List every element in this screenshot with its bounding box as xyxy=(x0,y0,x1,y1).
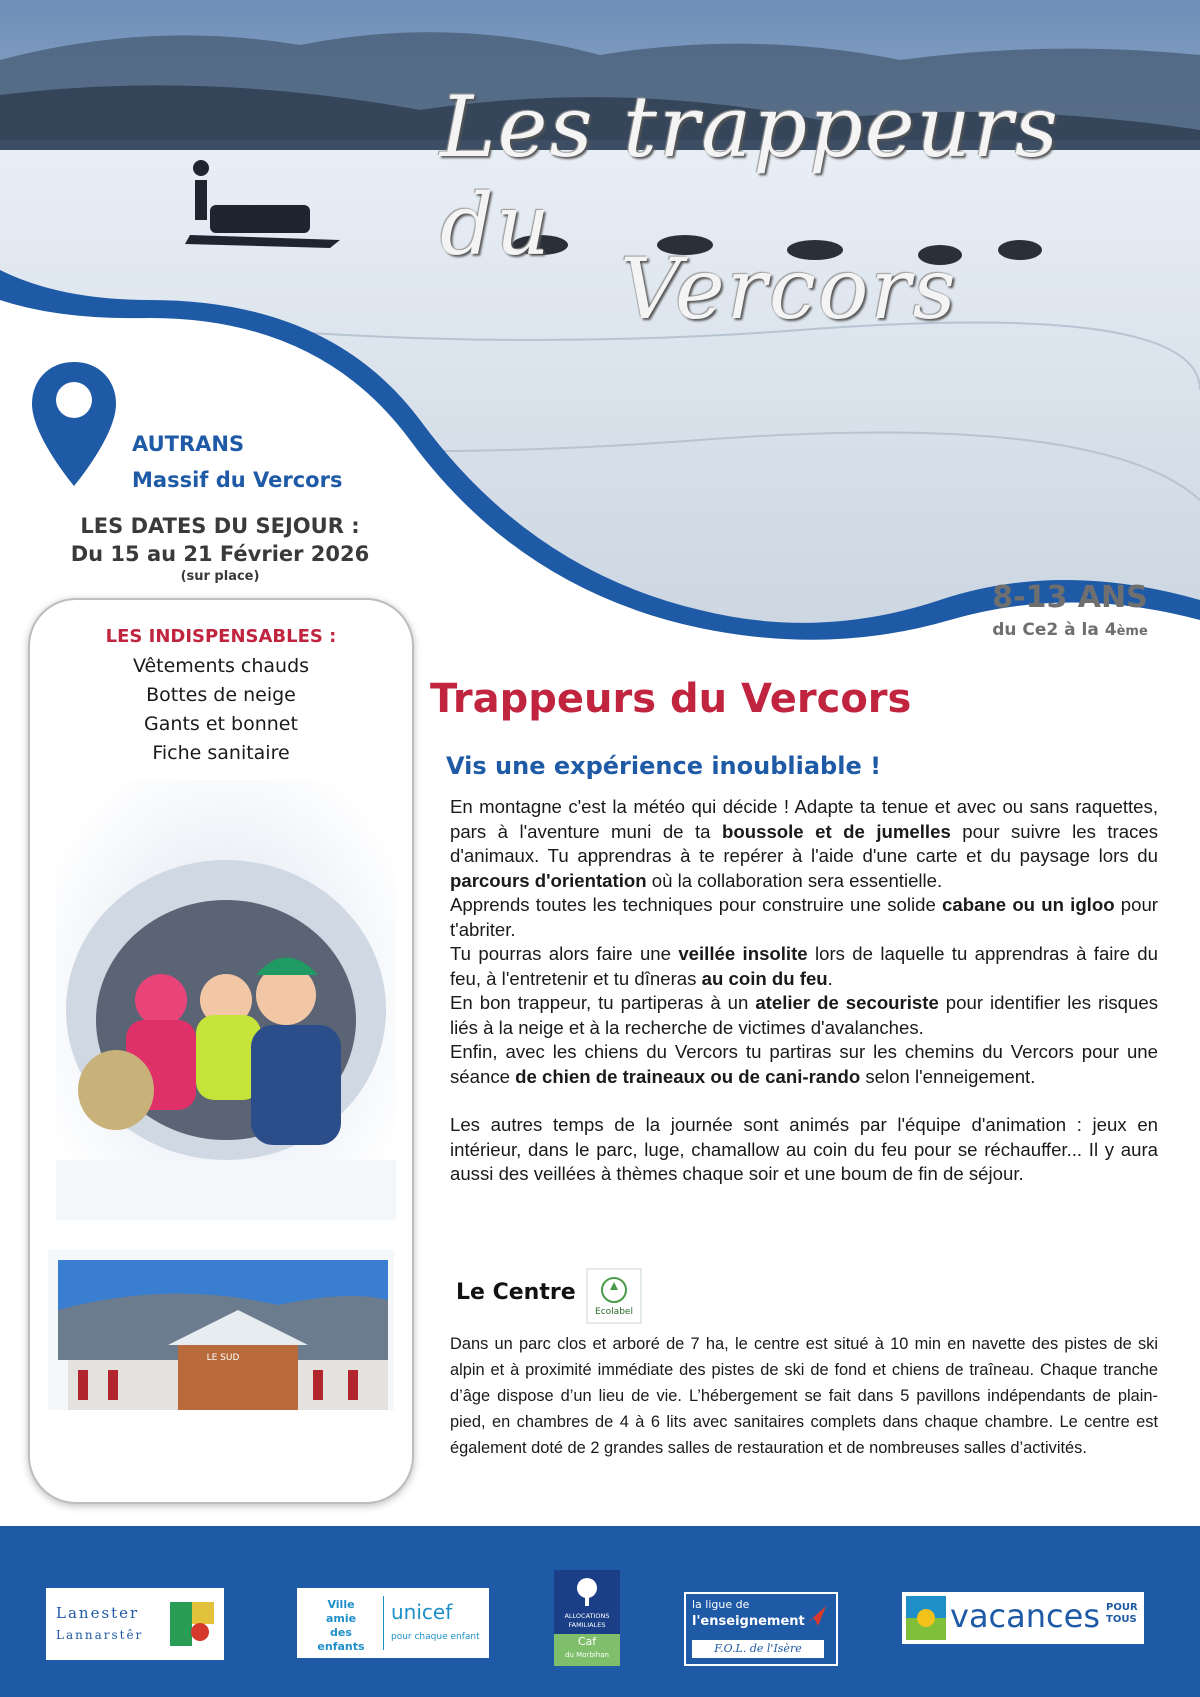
ville-amie-line3: des enfants xyxy=(317,1626,365,1653)
vacances-pour-tous xyxy=(1106,1602,1138,1626)
ecolabel-icon xyxy=(586,1268,642,1324)
ligue-line2: l'enseignement xyxy=(692,1614,805,1629)
text-run: Tu pourras alors faire une xyxy=(450,943,679,964)
ville-amie-line2: amie xyxy=(325,1612,357,1625)
caf-line4: du Morbihan xyxy=(565,1651,609,1659)
age-range-value: 8-13 ANS xyxy=(992,580,1148,615)
vacances-small2: TOUS xyxy=(1106,1614,1137,1625)
text-run: Apprends toutes les techniques pour construire une solide xyxy=(450,894,943,915)
ville-amie-text xyxy=(305,1598,377,1654)
ville-amie-line1: Ville xyxy=(327,1598,355,1611)
text-run: selon l'enneigement. xyxy=(860,1065,1036,1087)
paragraph xyxy=(450,942,1158,991)
page-subtitle: Vis une expérience inoubliable ! xyxy=(446,752,882,780)
centre-description xyxy=(450,1331,1158,1461)
text-bold: de chien de traineaux ou de cani-rando xyxy=(515,1065,861,1087)
paragraph xyxy=(450,1040,1158,1089)
essentials-list xyxy=(30,622,412,768)
vacances-small1: POUR xyxy=(1106,1602,1138,1613)
building-sign: LE SUD xyxy=(206,1353,240,1363)
text-bold: au coin du feu xyxy=(701,967,828,989)
lanester-emblem-icon xyxy=(170,1602,214,1646)
age-levels-text: du Ce2 à la 4 xyxy=(992,620,1117,640)
centre-heading: Le Centre xyxy=(456,1280,576,1305)
text-run: En bon trappeur, tu partiperas à un xyxy=(450,992,756,1013)
map-pin-icon xyxy=(28,358,120,490)
text-run: lors de laquelle tu apprendras à faire du feu, à l'entretenir et tu dîneras xyxy=(450,943,1158,989)
text-run: pour suivre les traces d'animaux. Tu apprendras à te repérer à l'aide d'une carte et du paysage lors du xyxy=(450,820,1158,866)
text-bold: atelier de secouriste xyxy=(755,992,939,1013)
ligue-line3: F.O.L. de l'Isère xyxy=(692,1640,824,1658)
paragraph xyxy=(450,893,1158,942)
logo-ligue-enseignement xyxy=(684,1592,838,1666)
vacances-wordmark: vacances xyxy=(950,1597,1100,1635)
program-description xyxy=(450,795,1158,1187)
ecolabel-text: Ecolabel xyxy=(595,1307,633,1317)
ligue-arrow-icon xyxy=(804,1604,828,1628)
logo-caf xyxy=(554,1570,620,1666)
caf-band xyxy=(554,1634,620,1666)
hero-title-line2: Vercors xyxy=(620,240,958,338)
dates-label: LES DATES DU SEJOUR : xyxy=(80,514,360,538)
logo-vacances-pour-tous xyxy=(902,1592,1144,1644)
age-range xyxy=(970,578,1170,644)
caf-line1: ALLOCATIONS xyxy=(564,1612,610,1620)
location-town: AUTRANS xyxy=(132,432,245,456)
igloo-kids-photo xyxy=(56,780,396,1220)
text-run: pour t'abriter. xyxy=(450,894,1158,940)
caf-text xyxy=(554,1612,620,1630)
essentials-heading: LES INDISPENSABLES : xyxy=(105,626,337,647)
age-levels-suffix: ème xyxy=(1116,624,1148,639)
location-block xyxy=(132,426,342,498)
essentials-item: Gants et bonnet xyxy=(144,713,298,735)
text-run: Enfin, avec les chiens du Vercors tu partiras sur les chemins du Vercors pour une séance xyxy=(450,1041,1158,1087)
essentials-item: Fiche sanitaire xyxy=(152,742,290,764)
essentials-item: Bottes de neige xyxy=(146,684,296,706)
unicef-wordmark: unicef xyxy=(391,1600,453,1624)
logo-ville-amie-unicef xyxy=(297,1588,489,1658)
text-run: En montagne c'est la météo qui décide ! Adapte ta tenue et avec ou sans raquettes, pars à l'aventure muni de ta xyxy=(450,796,1158,842)
paragraph: Dans un parc clos et arboré de 7 ha, le centre est situé à 10 min en navette des pistes de ski alpin et à proximité immédiate des pistes de ski de fond et chiens de traîneau. Chaque tranche d’âge dispose d’un lieu de vie. L’hébergement se fait dans 5 pavillons indépendants de plain-pied, en chambres de 4 à 6 lits avec sanitaires complets dans chaque chambre. Le centre est également doté de 2 grandes salles de restauration et de nombreuses salles d’activités. xyxy=(450,1335,1158,1457)
hero-title-line1: Les trappeurs du xyxy=(440,78,1060,274)
logo-lanester-line2: Lannarstêr xyxy=(56,1628,144,1642)
dates-note: (sur place) xyxy=(180,569,260,584)
age-levels xyxy=(970,618,1170,644)
text-bold: veillée insolite xyxy=(678,943,808,964)
dates-range: Du 15 au 21 Février 2026 xyxy=(70,542,370,566)
text-run: pour identifier les risques liés à la neige et à la recherche de victimes d'avalanches. xyxy=(450,992,1158,1038)
paragraph xyxy=(450,795,1158,893)
stay-dates xyxy=(40,512,400,586)
text-bold: cabane ou un igloo xyxy=(942,894,1115,915)
paragraph: Les autres temps de la journée sont animés par l'équipe d'animation : jeux en intérieur, dans le parc, luge, chamallow au coin du feu pour se réchauffer... Il y aura aussi des veillées à thèmes chaque soir et une boum de fin de séjour. xyxy=(450,1114,1158,1184)
partner-footer xyxy=(0,1526,1200,1697)
text-run: où la collaboration sera essentielle. xyxy=(646,869,943,891)
vacances-logo-icon xyxy=(906,1596,946,1640)
caf-tree-icon xyxy=(571,1576,603,1608)
text-bold: parcours d'orientation xyxy=(450,869,647,891)
logo-lanester xyxy=(46,1588,224,1660)
paragraph xyxy=(450,991,1158,1040)
caf-line2: FAMILIALES xyxy=(568,1621,606,1629)
page-title: Trappeurs du Vercors xyxy=(430,676,912,722)
text-run: . xyxy=(827,967,833,989)
ligue-line1: la ligue de xyxy=(692,1598,750,1611)
location-massif: Massif du Vercors xyxy=(132,468,343,492)
logo-lanester-line1: Lanester xyxy=(56,1604,140,1622)
centre-building-photo xyxy=(48,1250,394,1460)
text-bold: boussole et de jumelles xyxy=(722,820,951,842)
caf-line3: Caf xyxy=(577,1635,597,1648)
unicef-tagline: pour chaque enfant xyxy=(391,1632,480,1642)
essentials-sidebar xyxy=(28,598,414,1504)
essentials-item: Vêtements chauds xyxy=(132,655,310,677)
